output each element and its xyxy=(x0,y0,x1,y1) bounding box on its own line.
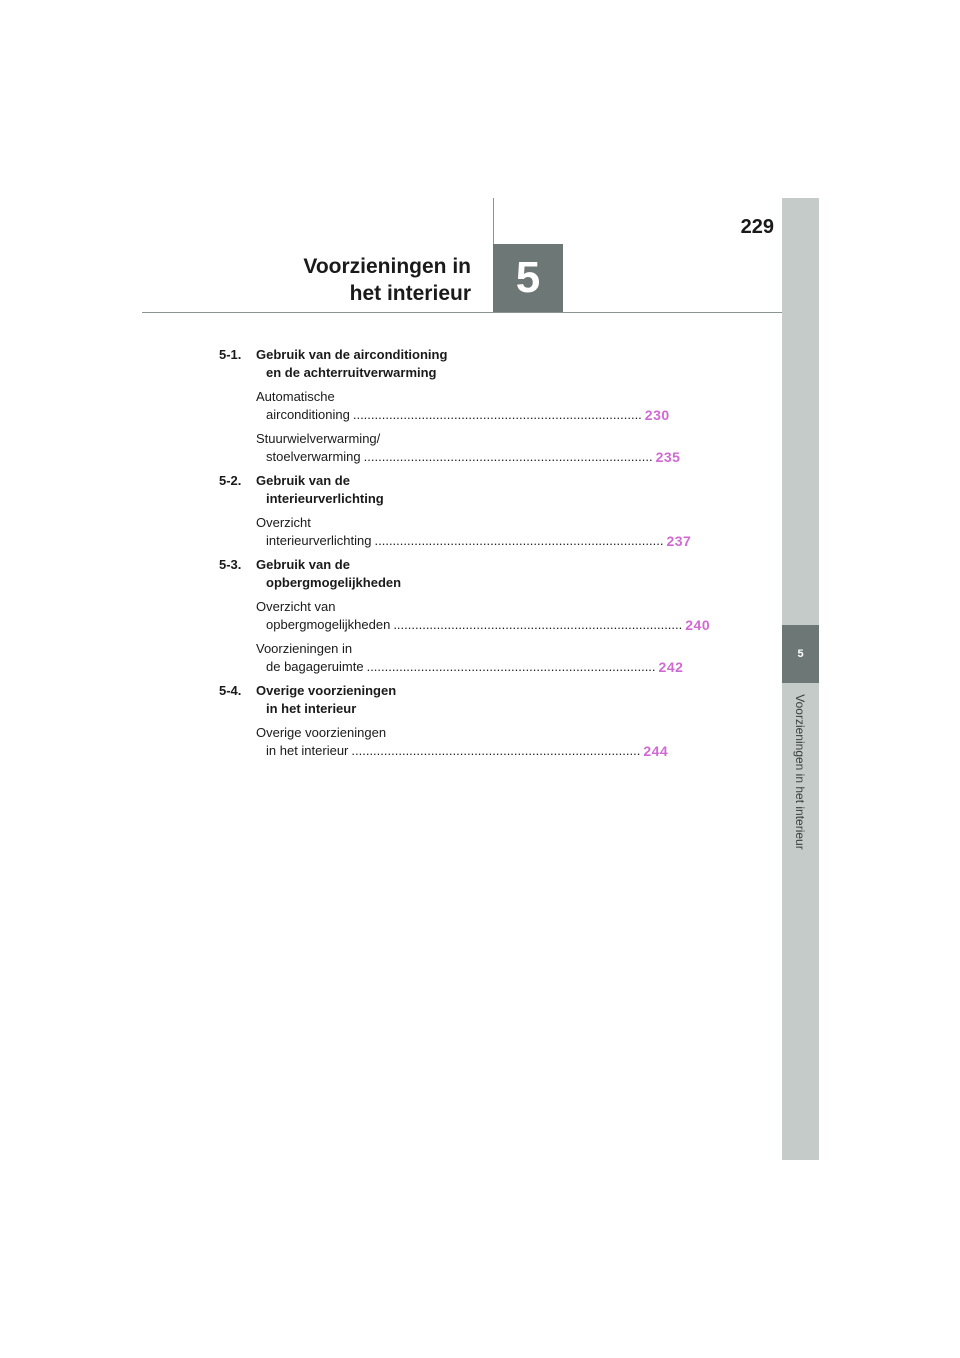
toc-section-5-2[interactable] xyxy=(219,472,467,508)
entry-title-line2: airconditioning xyxy=(266,407,350,422)
section-number: 5-3. xyxy=(219,557,242,572)
section-title: Gebruik van de opbergmogelijkheden xyxy=(256,557,402,590)
toc-entry[interactable] xyxy=(219,388,670,424)
header-horizontal-rule xyxy=(142,312,782,313)
side-chapter-label: Voorzieningen in het interieur xyxy=(793,694,807,850)
dot-leader: ................................................................................ xyxy=(374,533,664,548)
side-chapter-number: 5 xyxy=(797,648,804,660)
entry-title-line2: opbergmogelijkheden xyxy=(266,617,391,632)
entry-page-link[interactable]: 237 xyxy=(666,533,692,549)
entry-title-line2: interieurverlichting xyxy=(266,533,372,548)
section-title: Gebruik van de interieurverlichting xyxy=(256,473,384,506)
toc-section-5-3[interactable] xyxy=(219,556,467,592)
chapter-title xyxy=(303,253,471,307)
dot-leader: ................................................................................ xyxy=(352,407,642,422)
section-title: Gebruik van de airconditioning en de achterruitverwarming xyxy=(256,347,448,380)
entry-page-link[interactable]: 240 xyxy=(685,617,711,633)
entry-title-line1: Overige voorzieningen xyxy=(256,725,387,740)
toc-entry[interactable] xyxy=(219,724,669,760)
entry-page-link[interactable]: 230 xyxy=(644,407,670,423)
toc-entry[interactable] xyxy=(219,640,684,676)
entry-page-link[interactable]: 242 xyxy=(658,659,684,675)
header-vertical-rule xyxy=(493,198,494,244)
entry-title-line2: de bagageruimte xyxy=(266,659,364,674)
toc-section-5-4[interactable] xyxy=(219,682,467,718)
entry-page-link[interactable]: 235 xyxy=(655,449,681,465)
chapter-number: 5 xyxy=(515,253,541,302)
section-number: 5-2. xyxy=(219,473,242,488)
entry-title-line1: Stuurwielverwarming/ xyxy=(256,431,381,446)
entry-title-line1: Overzicht van xyxy=(256,599,336,614)
entry-page-link[interactable]: 244 xyxy=(643,743,669,759)
toc-entry[interactable] xyxy=(219,430,681,466)
chapter-title-line2: het interieur xyxy=(349,282,471,305)
entry-title-line1: Voorzieningen in xyxy=(256,641,353,656)
entry-title-line2: stoelverwarming xyxy=(266,449,361,464)
entry-title-line1: Overzicht xyxy=(256,515,311,530)
entry-title-line2: in het interieur xyxy=(266,743,349,758)
dot-leader: ................................................................................ xyxy=(393,617,683,632)
dot-leader: ................................................................................ xyxy=(366,659,656,674)
side-chapter-tab[interactable] xyxy=(782,625,819,683)
dot-leader: ................................................................................ xyxy=(351,743,641,758)
section-number: 5-1. xyxy=(219,347,242,362)
toc-entry[interactable] xyxy=(219,514,692,550)
page-number: 229 xyxy=(740,216,774,238)
section-number: 5-4. xyxy=(219,683,242,698)
dot-leader: ................................................................................ xyxy=(363,449,653,464)
chapter-number-box xyxy=(493,244,563,312)
toc-entry[interactable] xyxy=(219,598,711,634)
section-title: Overige voorzieningen in het interieur xyxy=(256,683,397,716)
entry-title-line1: Automatische xyxy=(256,389,335,404)
toc-section-5-1[interactable] xyxy=(219,346,467,382)
table-of-contents xyxy=(219,346,711,766)
chapter-title-line1: Voorzieningen in xyxy=(303,255,471,278)
